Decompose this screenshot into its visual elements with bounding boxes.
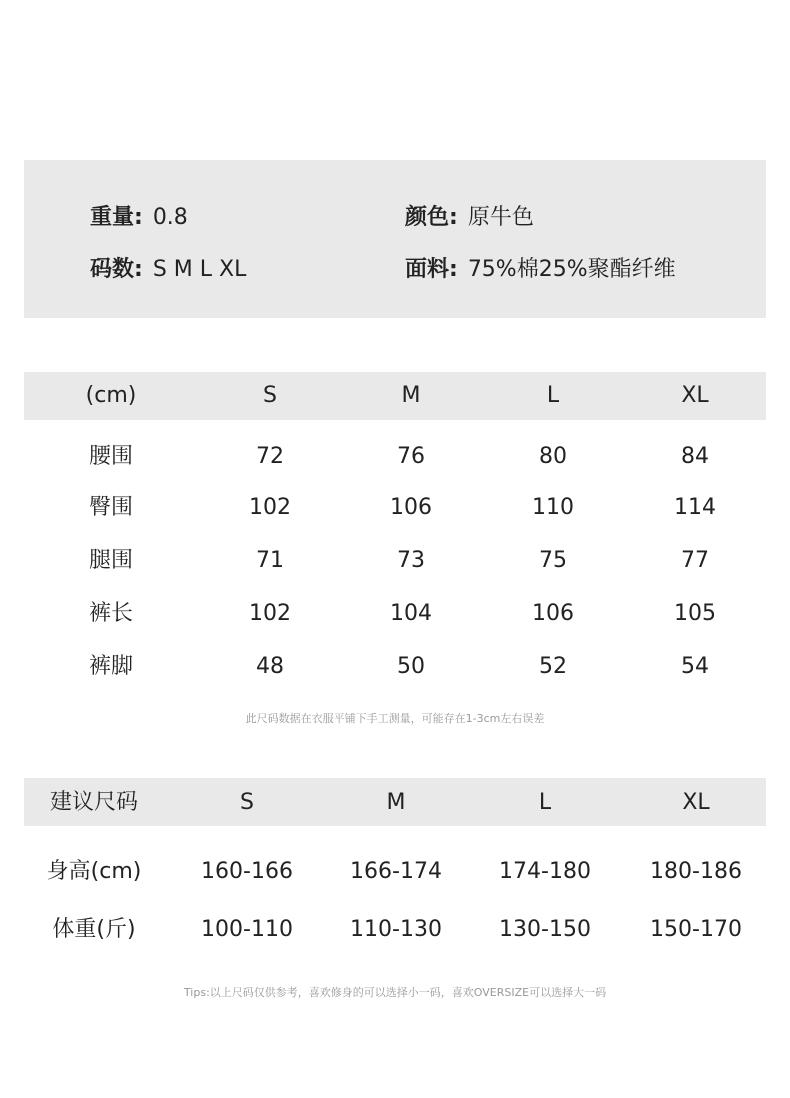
table-cell: 102: [249, 495, 291, 520]
measure-header-m: M: [401, 383, 421, 408]
table-cell: 71: [256, 548, 284, 573]
table-cell: 105: [674, 601, 716, 626]
table-cell: 54: [681, 654, 709, 679]
table-cell: 73: [397, 548, 425, 573]
table-cell: 106: [532, 601, 574, 626]
table-cell: 160-166: [201, 859, 293, 884]
suggest-header-xl: XL: [682, 790, 710, 815]
suggest-header-l: L: [538, 790, 552, 815]
row-label: 裤长: [88, 601, 133, 626]
table-cell: 114: [674, 495, 716, 520]
table-cell: 166-174: [350, 859, 442, 884]
sizes-value: S M L XL: [152, 257, 247, 282]
measure-header-s: S: [263, 383, 277, 408]
suggest-header-label: 建议尺码: [49, 790, 138, 815]
suggest-header-m: M: [386, 790, 406, 815]
table-cell: 77: [681, 548, 709, 573]
table-cell: 110-130: [350, 917, 442, 942]
table-cell: 76: [397, 444, 425, 469]
fabric-row: [405, 255, 676, 285]
weight-value: 0.8: [152, 205, 188, 230]
weight-label: 重量:: [90, 205, 143, 230]
row-label: 裤脚: [88, 654, 133, 679]
row-label: 腰围: [88, 444, 133, 469]
color-value: 原牛色: [467, 205, 534, 230]
table-cell: 102: [249, 601, 291, 626]
suggest-header-s: S: [240, 790, 254, 815]
color-row: [405, 203, 534, 233]
table-cell: 110: [532, 495, 574, 520]
table-cell: 150-170: [650, 917, 742, 942]
table-cell: 75: [539, 548, 567, 573]
fabric-label: 面料:: [405, 257, 458, 282]
table-cell: 130-150: [499, 917, 591, 942]
sizes-label: 码数:: [90, 257, 143, 282]
table-cell: 72: [256, 444, 284, 469]
measure-header-unit: (cm): [85, 383, 137, 408]
measure-header-l: L: [546, 383, 560, 408]
weight-row: [90, 203, 188, 233]
row-label: 腿围: [88, 548, 133, 573]
color-label: 颜色:: [405, 205, 458, 230]
measure-header-xl: XL: [681, 383, 709, 408]
table-cell: 174-180: [499, 859, 591, 884]
table-cell: 48: [256, 654, 284, 679]
table-cell: 80: [539, 444, 567, 469]
measure-note: 此尺码数据在衣服平铺下手工测量，可能存在1-3cm左右误差: [245, 712, 545, 725]
tips-note: Tips:以上尺码仅供参考，喜欢修身的可以选择小一码，喜欢OVERSIZE可以选择大一码: [183, 986, 607, 999]
fabric-value: 75%棉25%聚酯纤维: [467, 257, 676, 282]
table-cell: 180-186: [650, 859, 742, 884]
product-info-panel: [24, 160, 766, 318]
table-cell: 104: [390, 601, 432, 626]
table-cell: 50: [397, 654, 425, 679]
table-cell: 106: [390, 495, 432, 520]
row-label: 体重(斤): [52, 917, 136, 942]
table-cell: 52: [539, 654, 567, 679]
table-cell: 84: [681, 444, 709, 469]
table-cell: 100-110: [201, 917, 293, 942]
row-label: 身高(cm): [46, 859, 142, 884]
sizes-row: [90, 255, 246, 285]
row-label: 臀围: [88, 495, 133, 520]
